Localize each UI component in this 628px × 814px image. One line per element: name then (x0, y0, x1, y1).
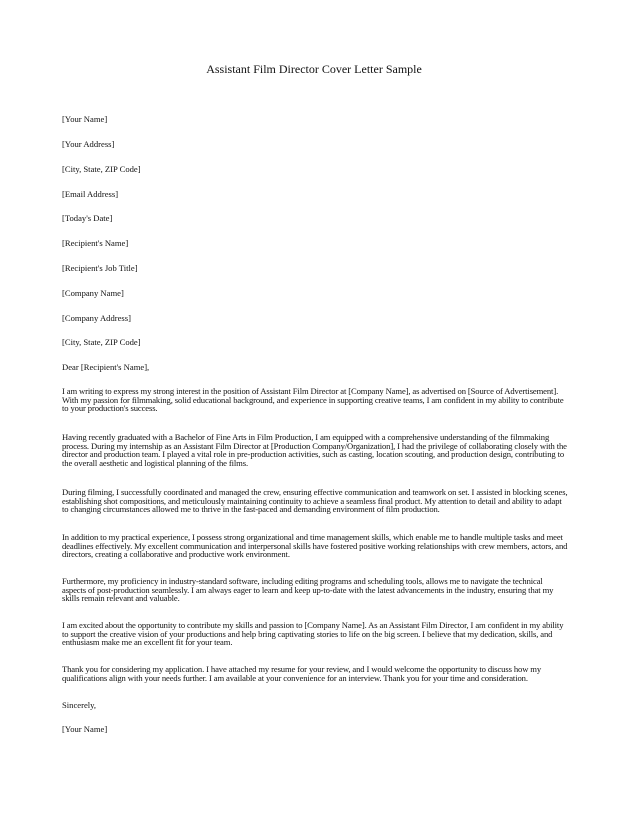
body-paragraph-3: During filming, I successfully coordinated and managed the crew, ensuring effective communication and teamwork on set. I assisted in blocking scenes, establishing shot compositions, and meticulously maintaining continuity to achieve a seamless final product. My attention to detail and ability to adapt to changing circumstances allowed me to thrive in the fast-paced and demanding environment of film production. (62, 487, 568, 515)
sender-email: [Email Address] (62, 189, 119, 199)
body-paragraph-5: Furthermore, my proficiency in industry-standard software, including editing programs and scheduling tools, allows me to navigate the technical aspects of post-production seamlessly. I am always eager to learn and keep up-to-date with the latest advancements in the industry, ensuring that my skills remain relevant and valuable. (62, 576, 554, 604)
sender-city-state-zip: [City, State, ZIP Code] (62, 164, 141, 174)
body-paragraph-2: Having recently graduated with a Bachelor of Fine Arts in Film Production, I am equipped with a comprehensive understanding of the filmmaking process. During my internship as an Assistant Film Director at [Production Company/Organization], I had the privilege of collaborating closely with the director and production team. I played a vital role in pre-production activities, such as casting, location scouting, and production design, contributing to the overall aesthetic and logistical planning of the films. (62, 432, 567, 469)
recipient-city-state-zip: [City, State, ZIP Code] (62, 337, 141, 347)
recipient-job-title: [Recipient's Job Title] (62, 263, 138, 273)
signature-name: [Your Name] (62, 724, 108, 734)
recipient-company-address: [Company Address] (62, 313, 131, 323)
body-paragraph-7: Thank you for considering my application. I have attached my resume for your review, and I would welcome the opportunity to discuss how my qualifications align with your needs further. I am available at your convenience for an interview. Thank you for your time and consideration. (62, 664, 542, 683)
sender-name: [Your Name] (62, 114, 108, 124)
closing: Sincerely, (62, 700, 97, 710)
recipient-name: [Recipient's Name] (62, 238, 129, 248)
body-paragraph-4: In addition to my practical experience, I possess strong organizational and time management skills, which enable me to handle multiple tasks and meet deadlines effectively. My excellent communication and interpersonal skills have fostered positive working relationships with crew members, actors, and directors, creating a collaborative and productive work environment. (62, 532, 568, 560)
recipient-company: [Company Name] (62, 288, 124, 298)
document-title: Assistant Film Director Cover Letter Sample (206, 62, 422, 76)
sender-address: [Your Address] (62, 139, 115, 149)
letter-date: [Today's Date] (62, 213, 113, 223)
body-paragraph-1: I am writing to express my strong interest in the position of Assistant Film Director at [Company Name], as advertised on [Source of Advertisement]. With my passion for filmmaking, solid educational background, and experience in supporting creative teams, I am confident in my ability to contribute to your production's success. (62, 386, 564, 414)
salutation: Dear [Recipient's Name], (62, 362, 150, 372)
body-paragraph-6: I am excited about the opportunity to contribute my skills and passion to [Company Name]. As an Assistant Film Director, I am confident in my ability to support the creative vision of your productions and help bring captivating stories to life on the big screen. I believe that my dedication, skills, and enthusiasm make me an excellent fit for your team. (62, 620, 564, 648)
